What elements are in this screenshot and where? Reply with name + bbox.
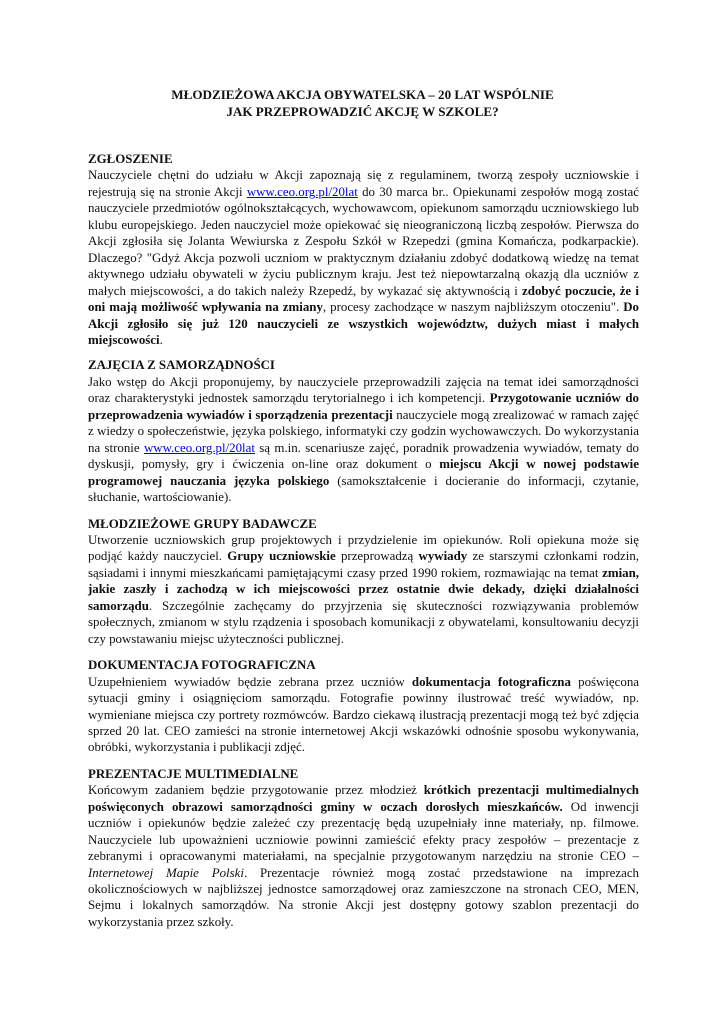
- text-run: , procesy zachodzące w naszym najbliższym otoczeniu".: [322, 300, 624, 315]
- bold-run: Do Akcji zgłosiło się już 120 nauczycieli ze wszystkich województw, dużych miast i małych miejscowości: [88, 300, 639, 347]
- document-body: [88, 151, 639, 930]
- bold-run: dokumentacja fotograficzna: [411, 674, 571, 689]
- ceo-20lat-link[interactable]: www.ceo.org.pl/20lat: [143, 440, 255, 455]
- section-heading: MŁODZIEŻOWE GRUPY BADAWCZE: [88, 516, 317, 531]
- bold-run: zmian, jakie zaszły i zachodzą w ich miejscowości przez ostatnie dwie dekady, dzięki działalności samorządu: [88, 565, 639, 613]
- text-run: Uzupełnieniem wywiadów będzie zebrana przez uczniów: [88, 674, 412, 689]
- bold-run: miejscu Akcji w nowej podstawie programowej nauczania języka polskiego: [88, 457, 639, 488]
- text-run: poświęcona sytuacji gminy i osiągnięciom samorządu. Fotografie powinny ilustrować treść wywiadów, np. wymieniane miejsca czy portrety rozmówców. Bardzo ciekawą ilustracją prezentacji mogą też być zdjęcia sprzed 20 lat. CEO zamieści na stronie internetowej Akcji wskazówki odnośnie sposobu wykonywania, obróbki, wykorzystania i publikacji zdjęć.: [88, 674, 639, 755]
- text-run: są m.in. scenariusze zajęć, poradnik prowadzenia wywiadów, tematy do dyskusji, pomysły, gry i ćwiczenia on-line oraz dokument o: [88, 440, 639, 472]
- section-paragraph: [88, 374, 639, 506]
- italic-run: Internetowej Mapie Polski: [88, 865, 244, 880]
- document-title: [88, 86, 637, 120]
- section-paragraph: [88, 532, 639, 647]
- section-zgloszenie: [88, 151, 639, 348]
- text-run: do 30 marca br.. Opiekunami zespołów mogą zostać nauczyciele przedmiotów ogólnokształcących, wychowawcom, opiekunom samorządu uczniowskiego lub klubu europejskiego. Jeden nauczyciel może opiekować się nieograniczoną liczbą zespołów. Pierwsza do Akcji zgłosiła się Jolanta Wewiurska z Zespołu Szkół w Rzepedzi (gmina Komańcza, podkarpackie). Dlaczego? "Gdyż Akcja pozwoli uczniom w praktycznym działaniu zdobyć dodatkową wiedzę na temat aktywnego udziału obywateli w życiu publicznym kraju. Jest też niepowtarzalną okazją dla uczniów z małych miejscowości, a do takich należy Rzepedź, by wykazać się aktywnością i: [88, 184, 639, 298]
- text-run: Nauczyciele chętni do udziału w Akcji zapoznają się z regulaminem, tworzą zespoły uczniowskie i rejestrują się na stronie Akcji: [88, 168, 639, 199]
- bold-run: Grupy uczniowskie: [227, 549, 336, 564]
- section-zajecia: [88, 357, 639, 505]
- section-heading: ZGŁOSZENIE: [88, 152, 173, 166]
- text-run: Końcowym zadaniem będzie przygotowanie przez młodzież: [88, 783, 424, 798]
- section-dokumentacja: [88, 657, 639, 756]
- text-run: . Prezentacje również mogą zostać przedstawione na imprezach okolicznościowych w najbliższej jednostce samorządowej oraz zamieszczone na stronach CEO, MEN, Sejmu i lokalnych samorządów. Na stronie Akcji jest dostępny gotowy szablon prezentacji do wykorzystania przez szkoły.: [88, 865, 639, 929]
- section-prezentacje: [88, 766, 639, 931]
- section-heading: ZAJĘCIA Z SAMORZĄDNOŚCI: [88, 358, 275, 373]
- text-run: Jako wstęp do Akcji proponujemy, by nauczyciele przeprowadzili zajęcia na temat idei samorządności oraz charakterystyki jednostek samorządu terytorialnego i ich kompetencji.: [88, 374, 639, 406]
- text-run: przeprowadzą: [335, 549, 419, 564]
- section-heading: PREZENTACJE MULTIMEDIALNE: [88, 766, 299, 781]
- text-run: (samokształcenie i docieranie do informacji, czytanie, słuchanie, wartościowanie).: [88, 473, 639, 505]
- text-run: .: [159, 332, 163, 347]
- text-run: . Szczególnie zachęcamy do przyjrzenia się skuteczności rozwiązywania problemów społecznych, zmianom w stylu rządzenia i sposobach komunikacji z obywatelami, konsultowaniu decyzji czy powstawaniu miejsc użyteczności publicznej.: [88, 598, 639, 646]
- ceo-20lat-link[interactable]: www.ceo.org.pl/20lat: [246, 184, 358, 199]
- section-paragraph: [88, 674, 639, 756]
- bold-run: krótkich prezentacji multimedialnych poświęconych obrazowi samorządności gminy w oczach dorosłych mieszkańców.: [88, 783, 639, 814]
- text-run: Utworzenie uczniowskich grup projektowych i przydzielenie im opiekunów. Roli opiekuna może się podjąć każdy nauczyciel.: [88, 532, 639, 564]
- section-paragraph: [88, 167, 639, 348]
- section-heading: DOKUMENTACJA FOTOGRAFICZNA: [88, 658, 316, 673]
- title-line-1: MŁODZIEŻOWA AKCJA OBYWATELSKA – 20 LAT WSPÓLNIE: [171, 87, 554, 102]
- title-line-2: JAK PRZEPROWADZIĆ AKCJĘ W SZKOLE?: [226, 104, 499, 119]
- section-grupy: [88, 516, 639, 648]
- text-run: nauczyciele mogą zrealizować w ramach zajęć z wiedzy o społeczeństwie, języka polskiego, informatyki czy godzin wychowawczych. Do wykorzystania na stronie: [88, 407, 639, 455]
- text-run: Od inwencji uczniów i opiekunów będzie zależeć czy prezentację będą uzupełniały inne materiały, np. filmowe. Nauczyciele lub upoważnieni uczniowie powinni zamieścić efekty pracy zespołów – prezentacje z zebranymi i opracowanymi materiałami, na specjalnie przygotowanym narzędziu na stronie CEO –: [88, 799, 639, 864]
- section-paragraph: [88, 782, 639, 930]
- bold-run: wywiady: [418, 549, 468, 564]
- bold-run: Przygotowanie uczniów do przeprowadzenia wywiadów i sporządzenia prezentacji: [88, 391, 639, 422]
- bold-run: zdobyć poczucie, że i oni mają możliwość wpływania na zmiany: [88, 283, 639, 315]
- text-run: ze starszymi członkami rodzin, sąsiadami i innymi mieszkańcami pamiętającymi czasy przed 1990 rokiem, rozmawiając na temat: [88, 549, 639, 580]
